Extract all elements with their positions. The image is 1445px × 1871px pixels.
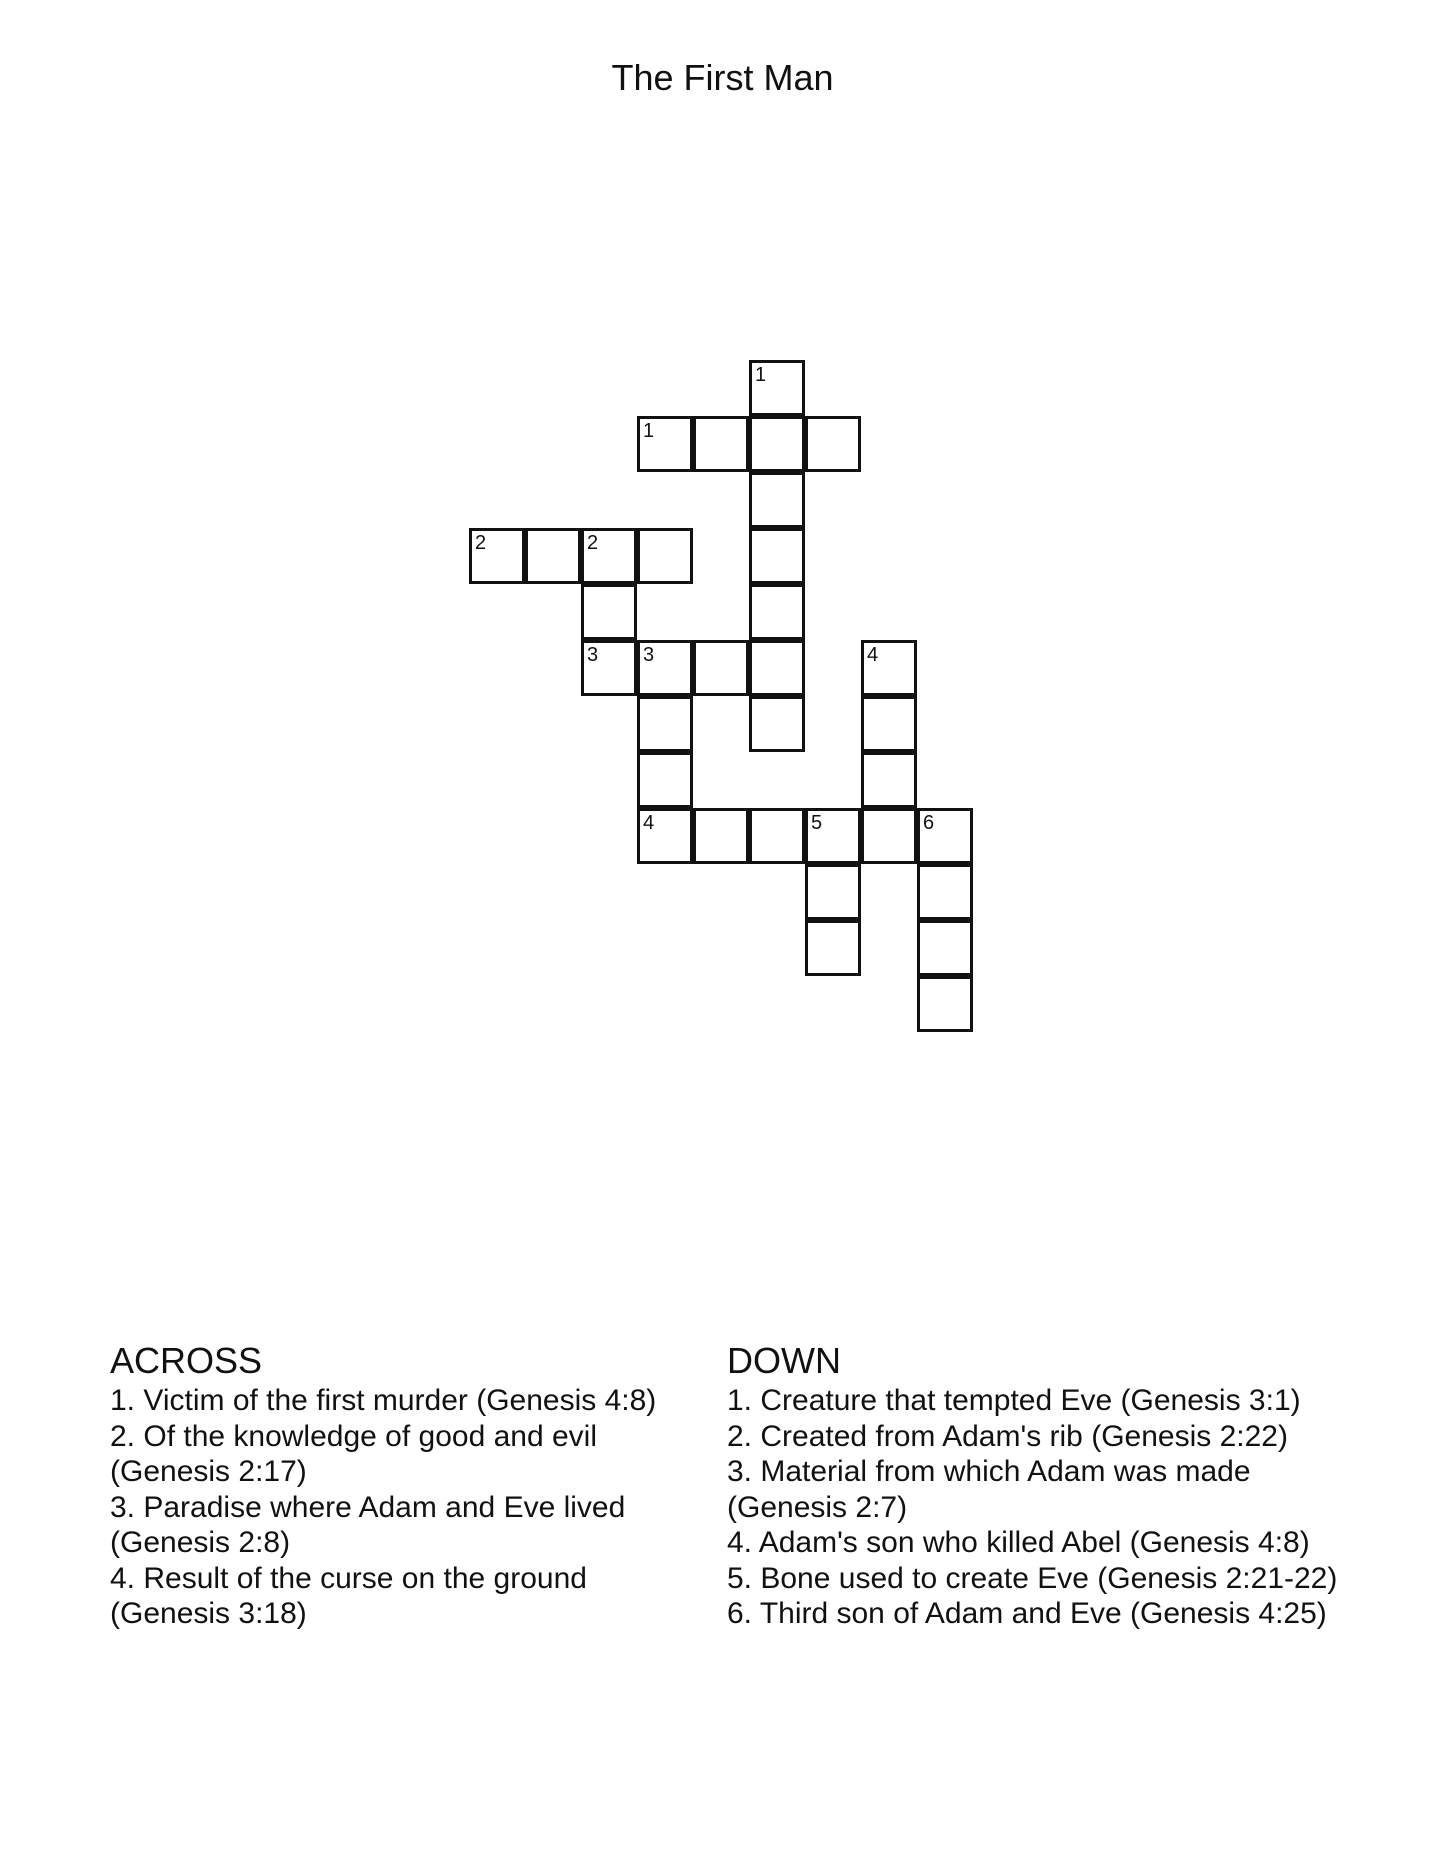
crossword-cell[interactable] <box>637 640 693 696</box>
crossword-cell[interactable] <box>637 416 693 472</box>
crossword-cell[interactable] <box>749 696 805 752</box>
crossword-cell[interactable] <box>581 528 637 584</box>
crossword-cell[interactable] <box>749 416 805 472</box>
crossword-cell[interactable] <box>525 528 581 584</box>
across-heading: ACROSS <box>110 1340 263 1381</box>
across-clues <box>110 1340 680 1632</box>
crossword-cell[interactable] <box>917 920 973 976</box>
clue-number: 2 <box>587 532 599 554</box>
crossword-cell[interactable] <box>805 920 861 976</box>
across-clue-1: 1. Victim of the first murder (Genesis 4:8) <box>110 1384 657 1417</box>
down-heading: DOWN <box>727 1340 841 1381</box>
crossword-cell[interactable] <box>749 808 805 864</box>
down-clue-4: 4. Adam's son who killed Abel (Genesis 4:8) <box>727 1526 1310 1559</box>
clue-number: 1 <box>643 420 655 442</box>
crossword-cell[interactable] <box>861 808 917 864</box>
puzzle-title: The First Man <box>611 57 834 98</box>
crossword-cell[interactable] <box>861 640 917 696</box>
crossword-cell[interactable] <box>749 528 805 584</box>
crossword-cell[interactable] <box>637 528 693 584</box>
crossword-cell[interactable] <box>805 808 861 864</box>
clue-number: 2 <box>475 532 487 554</box>
crossword-cell[interactable] <box>469 528 525 584</box>
crossword-cell[interactable] <box>749 584 805 640</box>
crossword-cell[interactable] <box>749 640 805 696</box>
across-clue-3: 3. Paradise where Adam and Eve lived (Genesis 2:8) <box>110 1490 626 1559</box>
across-clue-4: 4. Result of the curse on the ground (Genesis 3:18) <box>110 1561 587 1630</box>
crossword-cell[interactable] <box>581 640 637 696</box>
clue-number: 3 <box>587 644 599 666</box>
down-clue-3: 3. Material from which Adam was made (Genesis 2:7) <box>727 1455 1251 1524</box>
clue-number: 4 <box>643 812 655 834</box>
crossword-cell[interactable] <box>637 808 693 864</box>
crossword-cell[interactable] <box>861 696 917 752</box>
down-clue-1: 1. Creature that tempted Eve (Genesis 3:1) <box>727 1384 1301 1417</box>
crossword-cell[interactable] <box>749 360 805 416</box>
crossword-cell[interactable] <box>693 416 749 472</box>
crossword-cell[interactable] <box>581 584 637 640</box>
down-clue-2: 2. Created from Adam's rib (Genesis 2:22) <box>727 1419 1288 1453</box>
clue-number: 5 <box>811 812 823 834</box>
crossword-cell[interactable] <box>805 864 861 920</box>
clue-number: 6 <box>923 812 935 834</box>
crossword-cell[interactable] <box>693 640 749 696</box>
clue-number: 4 <box>867 644 879 666</box>
crossword-cell[interactable] <box>637 696 693 752</box>
down-clue-6: 6. Third son of Adam and Eve (Genesis 4:25) <box>727 1597 1327 1630</box>
crossword-cell[interactable] <box>917 808 973 864</box>
crossword-cell[interactable] <box>861 752 917 808</box>
down-clues <box>727 1340 1347 1632</box>
crossword-cell[interactable] <box>749 472 805 528</box>
across-clue-2: 2. Of the knowledge of good and evil (Genesis 2:17) <box>110 1419 598 1488</box>
crossword-cell[interactable] <box>917 976 973 1032</box>
crossword-cell[interactable] <box>637 752 693 808</box>
crossword-cell[interactable] <box>693 808 749 864</box>
clue-number: 3 <box>643 644 655 666</box>
crossword-cell[interactable] <box>805 416 861 472</box>
crossword-cell[interactable] <box>917 864 973 920</box>
clue-number: 1 <box>755 364 767 386</box>
down-clue-5: 5. Bone used to create Eve (Genesis 2:21-22) <box>727 1561 1338 1595</box>
